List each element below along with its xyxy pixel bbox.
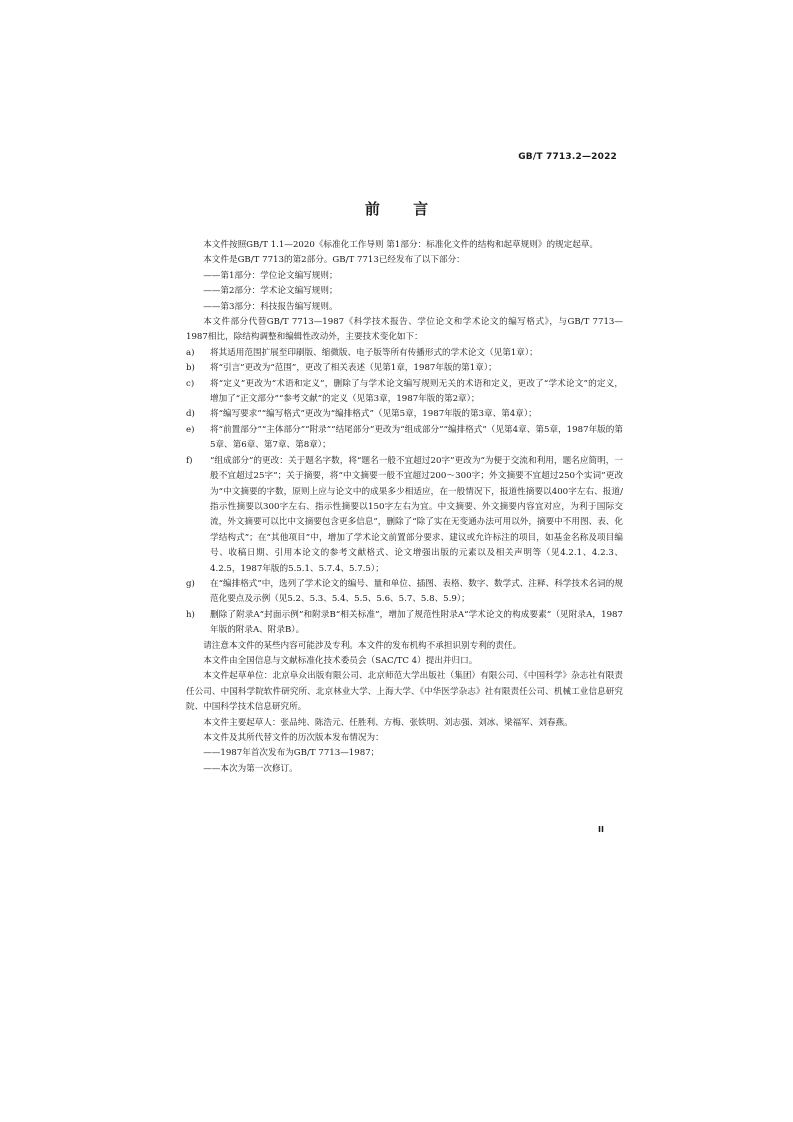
change-item xyxy=(186,423,623,454)
change-text: 在“编排格式”中，选列了学术论文的编号、量和单位、插图、表格、数字、数学式、注释、科学技术名词的规范化要点及示例（见5.2、5.3、5.4、5.5、5.6、5.7、5.8、5.9）； xyxy=(210,578,623,605)
change-marker: a) xyxy=(186,347,195,358)
proposer-paragraph: 本文件由全国信息与文献标准化技术委员会（SAC/TC 4）提出并归口。 xyxy=(203,655,478,666)
part-list-item: ——第2部分：学术论文编写规则； xyxy=(203,286,338,297)
page-title: 前 言 xyxy=(364,200,443,218)
change-marker: f) xyxy=(186,455,193,466)
change-marker: d) xyxy=(186,409,195,420)
part-list-item: ——第1部分：学位论文编写规则； xyxy=(203,270,338,281)
change-marker: b) xyxy=(186,363,195,374)
intro-paragraph: 本文件按照GB/T 1.1—2020《标准化工作导则 第1部分：标准化文件的结构和起草规则》的规定起草。 xyxy=(203,240,599,250)
page-number: II xyxy=(598,825,604,834)
history-list-item: ——本次为第一次修订。 xyxy=(203,763,298,774)
change-text: 将其适用范围扩展至印刷版、缩微版、电子版等所有传播形式的学术论文（见第1章）； xyxy=(210,347,538,358)
change-marker: e) xyxy=(186,424,195,435)
change-marker: h) xyxy=(186,609,195,620)
change-item xyxy=(186,346,623,361)
change-text: 删除了附录A“封面示例”和附录B“相关标准”，增加了规范性附录A“学术论文的构成要素”（见附录A，1987年版的附录A、附录B）。 xyxy=(210,609,623,636)
change-item xyxy=(186,577,623,608)
change-text: 将“前置部分”“主体部分”“附录”“结尾部分”更改为“组成部分”“编排格式”（见第4章、第5章，1987年版的第5章、第6章、第7章、第8章）； xyxy=(210,424,623,451)
history-intro-paragraph: 本文件及其所代替文件的历次版本发布情况为： xyxy=(203,733,384,743)
standard-code: GB/T 7713.2—2022 xyxy=(518,152,617,162)
part-list-item: ——第3部分：科技报告编写规则。 xyxy=(203,301,338,312)
change-text: “组成部分”的更改：关于题名字数，将“题名一般不宜超过20字”更改为“为便于交流和利用，题名应简明，一般不宜超过25字”；关于摘要，将“中文摘要一般不宜超过200～300字；外文摘要不宜超过250个实词”更改为“中文摘要的字数，原则上应与论文中的成果多少相适应，在一般情况下，报道性摘要以400字左右、报道/指示性摘要以300字左右、指示性摘要以150字左右为宜。中文摘要、外文摘要内容宜对应，为利于国际交流，外文摘要可以比中文摘要包含更多信息”，删除了“除了实在无变通办法可用以外，摘要中不用图、表、化学结构式”；在“其他项目”中，增加了学术论文前置部分要求、建议或允许标注的项目，如基金名称及项目编号、收稿日期、引用本论文的参考文献格式、论文增强出版的元素以及相关声明等（见4.2.1、4.2.3、4.2.5，1987年版的5.5.1、5.7.4、5.7.5）； xyxy=(210,455,623,574)
foreword-body xyxy=(186,238,623,777)
patent-note-paragraph: 请注意本文件的某些内容可能涉及专利。本文件的发布机构不承担识别专利的责任。 xyxy=(203,640,522,651)
change-text: 将“编写要求”“编写格式”更改为“编排格式”（见第5章，1987年版的第3章、第4章）； xyxy=(210,409,537,420)
change-item xyxy=(186,361,623,376)
change-marker: g) xyxy=(186,578,195,589)
change-item xyxy=(186,608,623,639)
change-text: 将“引言”更改为“范围”，更改了相关表述（见第1章，1987年版的第1章）； xyxy=(210,363,497,374)
change-marker: c) xyxy=(186,378,195,389)
history-list-item: ——1987年首次发布为GB/T 7713—1987； xyxy=(203,748,380,759)
drafters-paragraph: 本文件主要起草人：张品纯、陈浩元、任胜利、方梅、张铁明、刘志强、刘冰、梁福军、刘春燕。 xyxy=(203,717,573,728)
drafting-units-paragraph: 本文件起草单位：北京阜众出版有限公司、北京师范大学出版社（集团）有限公司、《中国科学》杂志社有限责任公司、中国科学院软件研究所、北京林业大学、上海大学、《中华医学杂志》社有限责任公司、机械工业信息研究院、中国科学技术信息研究所。 xyxy=(186,671,623,713)
change-item xyxy=(186,454,623,577)
change-item xyxy=(186,377,623,408)
part-intro-paragraph: 本文件是GB/T 7713的第2部分。GB/T 7713已经发布了以下部分： xyxy=(203,255,465,266)
change-item xyxy=(186,407,623,422)
replace-note-paragraph: 本文件部分代替GB/T 7713—1987《科学技术报告、学位论文和学术论文的编写格式》，与GB/T 7713—1987相比，除结构调整和编辑性改动外，主要技术变化如下： xyxy=(186,317,623,343)
change-text: 将“定义”更改为“术语和定义”，删除了与学术论文编写规则无关的术语和定义，更改了“学术论文”的定义，增加了“正文部分”“参考文献”的定义（见第3章，1987年版的第2章）； xyxy=(210,378,623,405)
